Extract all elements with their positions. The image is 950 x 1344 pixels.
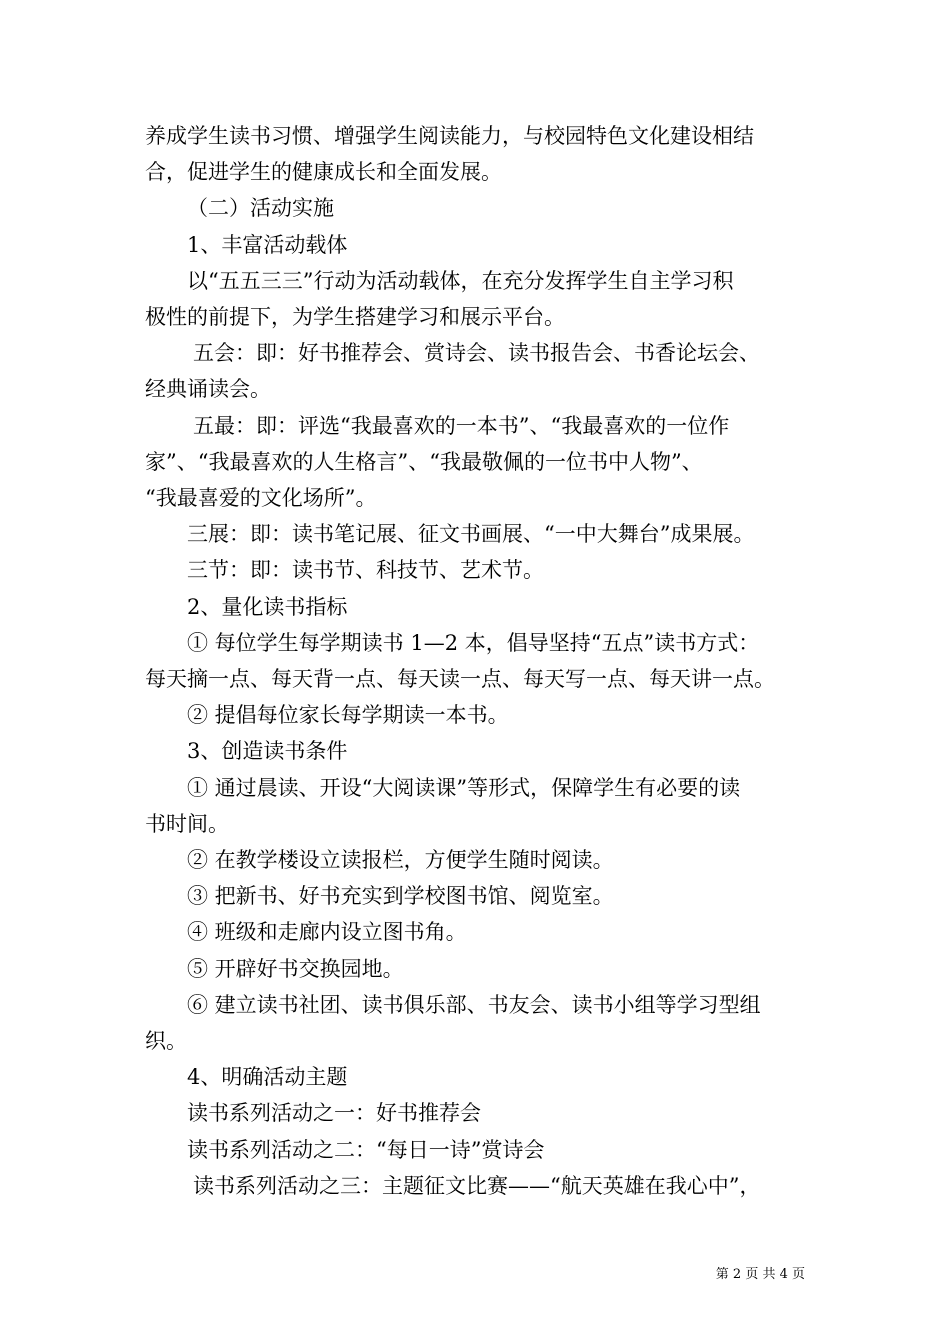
- text-line: 经典诵读会。: [145, 377, 271, 402]
- list-item: ⑤ 开辟好书交换园地。: [187, 956, 404, 981]
- text-line: 五会：即：好书推荐会、赏诗会、读书报告会、书香论坛会、: [193, 341, 760, 366]
- text-line: 极性的前提下，为学生搭建学习和展示平台。: [145, 305, 565, 330]
- document-body: [145, 118, 810, 1204]
- text-line: 书时间。: [145, 811, 229, 836]
- text-line: 三节：即：读书节、科技节、艺术节。: [187, 558, 544, 583]
- text-line: 家”、“我最喜欢的人生格言”、“我最敬佩的一位书中人物”、: [145, 449, 703, 474]
- text-line: 每天摘一点、每天背一点、每天读一点、每天写一点、每天讲一点。: [145, 667, 775, 692]
- text-line: 读书系列活动之一：好书推荐会: [187, 1101, 481, 1126]
- text-line: 五最：即：评选“我最喜欢的一本书”、“我最喜欢的一位作: [193, 413, 730, 438]
- list-item: ① 通过晨读、开设“大阅读课”等形式，保障学生有必要的读: [187, 775, 741, 800]
- subsection-heading: 3、创造读书条件: [187, 739, 348, 764]
- subsection-heading: 1、丰富活动载体: [187, 232, 348, 257]
- page-number: 第 2 页 共 4 页: [715, 1267, 805, 1282]
- text-line: “我最喜爱的文化场所”。: [145, 486, 377, 511]
- list-item: ① 每位学生每学期读书 1—2 本，倡导坚持“五点”读书方式：: [187, 630, 760, 655]
- text-line: 养成学生读书习惯、增强学生阅读能力，与校园特色文化建设相结: [145, 124, 754, 148]
- list-item: ③ 把新书、好书充实到学校图书馆、阅览室。: [187, 884, 614, 909]
- text-line: 读书系列活动之二：“每日一诗”赏诗会: [187, 1137, 545, 1162]
- list-item: ⑥ 建立读书社团、读书俱乐部、书友会、读书小组等学习型组: [187, 992, 761, 1017]
- text-line: 三展：即：读书笔记展、征文书画展、“一中大舞台”成果展。: [187, 522, 755, 547]
- text-line: 以“五五三三”行动为活动载体，在充分发挥学生自主学习积: [187, 268, 734, 293]
- list-item: ④ 班级和走廊内设立图书角。: [187, 920, 467, 945]
- section-heading: （二）活动实施: [187, 196, 334, 221]
- text-line: 织。: [145, 1029, 187, 1054]
- subsection-heading: 4、明确活动主题: [187, 1065, 348, 1090]
- text-line: 合，促进学生的健康成长和全面发展。: [145, 160, 502, 185]
- list-item: ② 在教学楼设立读报栏，方便学生随时阅读。: [187, 848, 614, 873]
- subsection-heading: 2、量化读书指标: [187, 594, 348, 619]
- text-line: 读书系列活动之三：主题征文比赛——“航天英雄在我心中”，: [193, 1173, 761, 1198]
- list-item: ② 提倡每位家长每学期读一本书。: [187, 703, 509, 728]
